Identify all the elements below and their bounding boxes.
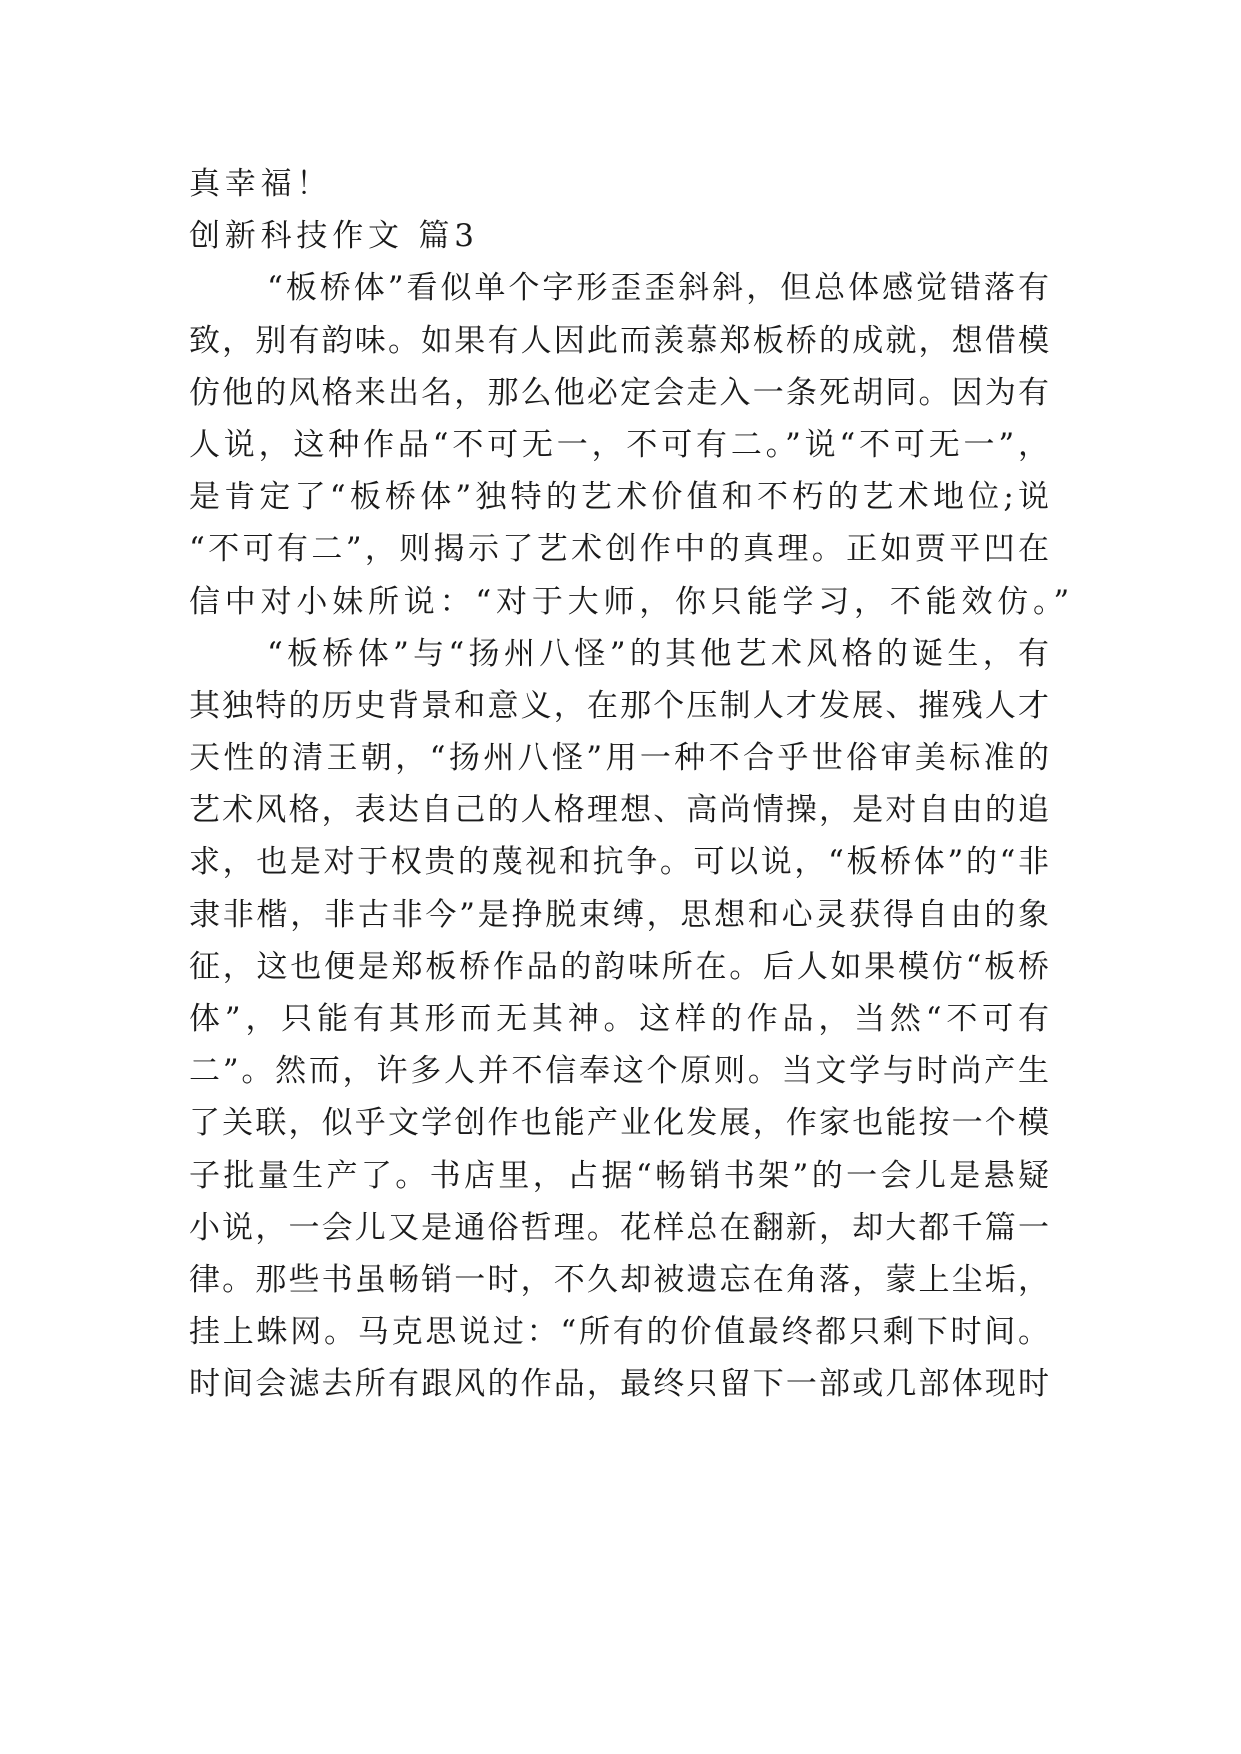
text-line: 信中对小妹所说：“对于大师，你只能学习，不能效仿。” [189,583,1074,620]
text-line: 天性的清王朝，“扬州八怪”用一种不合乎世俗审美标准的 [189,740,1049,777]
text-line: 仿他的风格来出名，那么他必定会走入一条死胡同。因为有 [189,374,1049,411]
text-line: “板桥体”看似单个字形歪歪斜斜，但总体感觉错落有 [267,270,1049,307]
text-line: 人说，这种作品“不可无一，不可有二。”说“不可无一”， [189,426,1049,463]
text-line: 真幸福！ [189,166,333,202]
text-line: 体”，只能有其形而无其神。这样的作品，当然“不可有 [189,1001,1049,1037]
text-line: 艺术风格，表达自己的人格理想、高尚情操，是对自由的追 [189,792,1049,829]
text-line: 其独特的历史背景和意义，在那个压制人才发展、摧残人才 [189,687,1049,724]
text-line: 是肯定了“板桥体”独特的艺术价值和不朽的艺术地位;说 [189,479,1049,516]
text-line: 征，这也便是郑板桥作品的韵味所在。后人如果模仿“板桥 [189,948,1049,985]
text-line: 子批量生产了。书店里，占据“畅销书架”的一会儿是悬疑 [189,1157,1049,1194]
text-line: 小说，一会儿又是通俗哲理。花样总在翻新，却大都千篇一 [189,1209,1049,1246]
text-line: 律。那些书虽畅销一时，不久却被遗忘在角落，蒙上尘垢， [189,1261,1049,1298]
text-line: 了关联，似乎文学创作也能产业化发展，作家也能按一个模 [189,1105,1049,1142]
text-line: 挂上蛛网。马克思说过：“所有的价值最终都只剩下时间。 [189,1314,1049,1351]
text-line: “板桥体”与“扬州八怪”的其他艺术风格的诞生，有 [267,635,1049,672]
text-line: 致，别有韵味。如果有人因此而羡慕郑板桥的成就，想借模 [189,322,1049,359]
text-line: 求，也是对于权贵的蔑视和抗争。可以说，“板桥体”的“非 [189,844,1049,881]
document-page [189,158,1074,1411]
text-line: 创新科技作文 篇3 [189,218,479,255]
text-line: 二”。然而，许多人并不信奉这个原则。当文学与时尚产生 [189,1053,1049,1090]
text-line: 时间会滤去所有跟风的作品，最终只留下一部或几部体现时 [189,1366,1049,1403]
text-line: 隶非楷，非古非今”是挣脱束缚，思想和心灵获得自由的象 [189,896,1049,933]
text-line: “不可有二”，则揭示了艺术创作中的真理。正如贾平凹在 [189,531,1049,568]
